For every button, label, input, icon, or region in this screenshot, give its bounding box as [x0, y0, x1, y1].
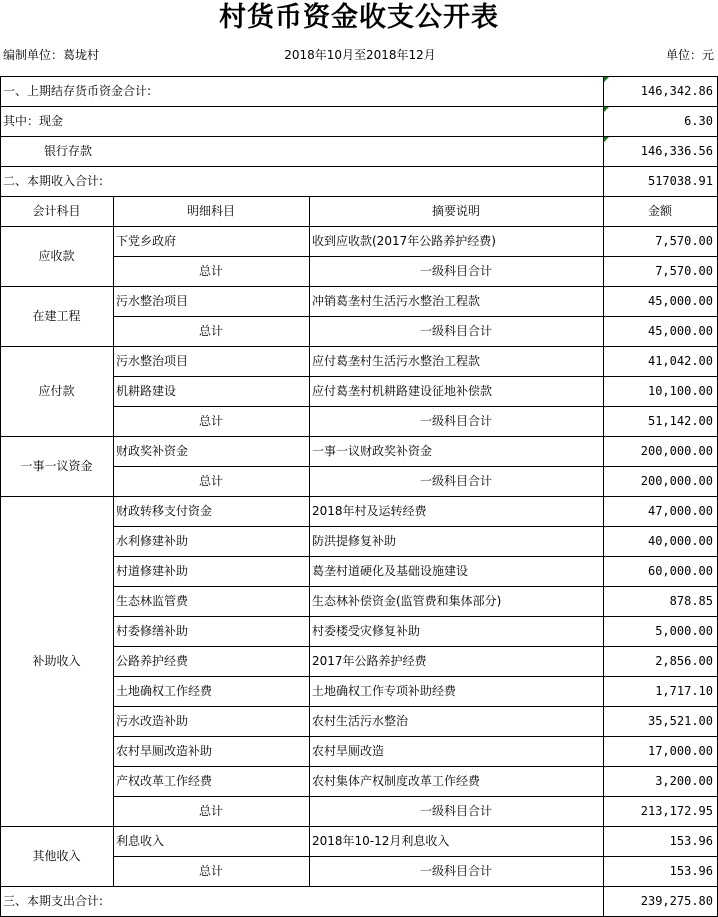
amount: 5,000.00	[655, 624, 713, 638]
subtotal-label: 总计	[198, 264, 223, 278]
detail-account: 生态林监管费	[116, 594, 189, 608]
page-title: 村货币资金收支公开表	[219, 2, 499, 33]
amount: 10,100.00	[647, 384, 713, 398]
detail-account: 农村旱厕改造补助	[116, 744, 213, 758]
amount: 17,000.00	[647, 744, 713, 758]
column-header: 会计科目	[32, 204, 81, 218]
grid-line	[603, 226, 604, 286]
detail-account: 财政转移支付资金	[116, 504, 213, 518]
subtotal-amount: 213,172.95	[640, 804, 713, 818]
subtotal-amount: 153.96	[669, 864, 713, 878]
grid-line	[603, 886, 604, 916]
grid-line	[603, 436, 604, 496]
subtotal-amount: 200,000.00	[640, 474, 713, 488]
description: 应付葛垄村生活污水整治工程款	[312, 354, 481, 368]
grid-line	[113, 826, 114, 886]
bank-deposit-value: 146,336.56	[640, 144, 713, 158]
prev-balance-label: 一、上期结存货币资金合计:	[3, 84, 152, 98]
description: 2017年公路养护经费	[312, 654, 427, 668]
subtotal-amount: 7,570.00	[655, 264, 713, 278]
subtotal-description: 一级科目合计	[419, 474, 492, 488]
detail-account: 财政奖补资金	[116, 444, 189, 458]
detail-account: 水利修建补助	[116, 534, 189, 548]
column-header: 明细科目	[186, 204, 235, 218]
grid-line	[603, 496, 604, 826]
amount: 2,856.00	[655, 654, 713, 668]
grid-line	[309, 496, 310, 826]
amount: 3,200.00	[655, 774, 713, 788]
description: 2018年村及运转经费	[312, 504, 427, 518]
grid-line	[603, 826, 604, 886]
grid-line	[309, 286, 310, 346]
detail-account: 污水改造补助	[116, 714, 189, 728]
amount: 45,000.00	[647, 294, 713, 308]
subtotal-label: 总计	[198, 864, 223, 878]
amount: 200,000.00	[640, 444, 713, 458]
detail-account: 村道修建补助	[116, 564, 189, 578]
cell-marker-icon	[604, 107, 609, 112]
expense-total-label: 三、本期支出合计:	[3, 894, 104, 908]
description: 收到应收款(2017年公路养护经费)	[312, 234, 496, 248]
income-total-label: 二、本期收入合计:	[3, 174, 104, 188]
description: 应付葛垄村机耕路建设征地补偿款	[312, 384, 493, 398]
compiling-unit: 编制单位：葛垅村	[3, 48, 100, 62]
description: 农村集体产权制度改革工作经费	[312, 774, 481, 788]
subtotal-label: 总计	[198, 414, 223, 428]
subtotal-label: 总计	[198, 474, 223, 488]
bank-deposit-label: 银行存款	[44, 144, 93, 158]
grid-line	[113, 196, 114, 226]
subtotal-label: 总计	[198, 804, 223, 818]
account-name: 一事一议资金	[20, 459, 93, 473]
prev-balance-value: 146,342.86	[640, 84, 713, 98]
subtotal-description: 一级科目合计	[419, 864, 492, 878]
description: 防洪提修复补助	[312, 534, 397, 548]
description: 冲销葛垄村生活污水整治工程款	[312, 294, 481, 308]
description: 葛垄村道硬化及基础设施建设	[312, 564, 469, 578]
subtotal-description: 一级科目合计	[419, 324, 492, 338]
income-total-value: 517038.91	[647, 174, 713, 188]
grid-line	[0, 76, 1, 916]
description: 农村生活污水整治	[312, 714, 409, 728]
detail-account: 下党乡政府	[116, 234, 177, 248]
grid-line	[309, 196, 310, 226]
detail-account: 村委修缮补助	[116, 624, 189, 638]
grid-line	[309, 226, 310, 286]
grid-line	[113, 286, 114, 346]
subtotal-amount: 45,000.00	[647, 324, 713, 338]
column-header: 金额	[647, 204, 672, 218]
detail-account: 土地确权工作经费	[116, 684, 213, 698]
currency-unit: 单位：元	[665, 48, 714, 62]
expense-total-value: 239,275.80	[640, 894, 713, 908]
amount: 40,000.00	[647, 534, 713, 548]
grid-line	[113, 496, 114, 826]
amount: 35,521.00	[647, 714, 713, 728]
grid-line	[113, 226, 114, 286]
account-name: 在建工程	[32, 309, 81, 323]
description: 2018年10-12月利息收入	[312, 834, 450, 848]
grid-line	[309, 436, 310, 496]
cell-marker-icon	[604, 77, 609, 82]
amount: 47,000.00	[647, 504, 713, 518]
grid-line	[603, 196, 604, 226]
grid-line	[113, 436, 114, 496]
detail-account: 产权改革工作经费	[116, 774, 213, 788]
account-name: 应付款	[38, 384, 75, 398]
amount: 60,000.00	[647, 564, 713, 578]
grid-line	[603, 346, 604, 436]
amount: 153.96	[669, 834, 713, 848]
grid-line	[309, 346, 310, 436]
grid-line	[309, 826, 310, 886]
cash-value: 6.30	[684, 114, 713, 128]
description: 土地确权工作专项补助经费	[312, 684, 457, 698]
amount: 878.85	[669, 594, 713, 608]
cell-marker-icon	[604, 137, 609, 142]
amount: 41,042.00	[647, 354, 713, 368]
reporting-period: 2018年10月至2018年12月	[284, 48, 436, 62]
column-header: 摘要说明	[431, 204, 480, 218]
ledger-table	[0, 76, 718, 916]
subtotal-amount: 51,142.00	[647, 414, 713, 428]
detail-account: 利息收入	[116, 834, 165, 848]
subtotal-label: 总计	[198, 324, 223, 338]
detail-account: 污水整治项目	[116, 354, 189, 368]
description: 农村旱厕改造	[312, 744, 385, 758]
account-name: 其他收入	[32, 849, 81, 863]
detail-account: 污水整治项目	[116, 294, 189, 308]
description: 村委楼受灾修复补助	[312, 624, 421, 638]
grid-line	[603, 286, 604, 346]
description: 生态林补偿资金(监管费和集体部分)	[312, 594, 502, 608]
detail-account: 公路养护经费	[116, 654, 189, 668]
account-name: 应收款	[38, 249, 75, 263]
grid-line	[113, 346, 114, 436]
detail-account: 机耕路建设	[116, 384, 177, 398]
subtotal-description: 一级科目合计	[419, 264, 492, 278]
grid-line	[603, 166, 604, 196]
amount: 1,717.10	[655, 684, 713, 698]
cash-label: 其中：现金	[3, 114, 64, 128]
subtotal-description: 一级科目合计	[419, 804, 492, 818]
subtotal-description: 一级科目合计	[419, 414, 492, 428]
description: 一事一议财政奖补资金	[312, 444, 433, 458]
account-name: 补助收入	[32, 654, 81, 668]
amount: 7,570.00	[655, 234, 713, 248]
